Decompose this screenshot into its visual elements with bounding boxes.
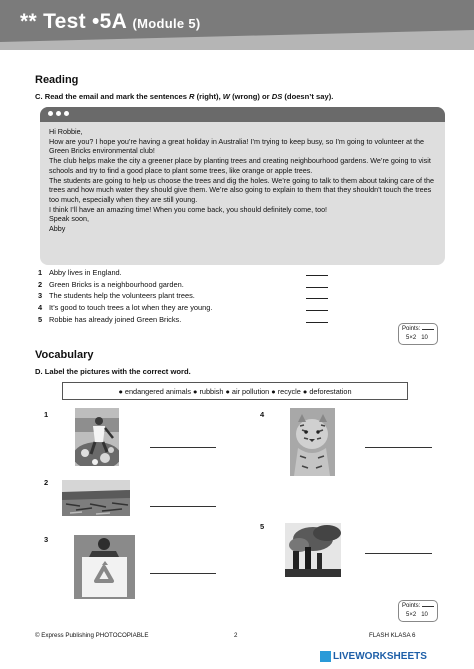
points-blank[interactable] xyxy=(422,329,434,330)
word-item: recycle xyxy=(277,386,301,396)
page-number: 2 xyxy=(234,632,238,639)
email-box xyxy=(40,107,445,265)
rubbish-photo xyxy=(75,408,119,466)
bullet-icon: ● xyxy=(225,386,230,396)
answer-blank[interactable] xyxy=(306,316,328,323)
reading-title: Reading xyxy=(35,74,79,86)
picture-number: 1 xyxy=(44,410,49,419)
footer-series: FLASH KLASA 6 xyxy=(369,632,416,639)
picture-number: 4 xyxy=(260,410,265,419)
statement-row: 3 The students help the volunteers plant trees. xyxy=(38,290,328,302)
liveworksheets-watermark[interactable] xyxy=(320,651,427,662)
answer-line[interactable] xyxy=(150,446,216,448)
answer-line[interactable] xyxy=(150,505,216,507)
email-paragraph: The club helps make the city a greener place by planting trees and creating neighbourhood gardens. We’re going to visit schools and try to find a good place to plant some trees, like orange or apple trees. xyxy=(49,156,431,175)
deforestation-photo xyxy=(62,480,130,516)
footer-copyright: © Express Publishing PHOTOCOPIABLE xyxy=(35,632,149,639)
email-paragraph: I think I’ll have an amazing time! When you come back, you should definitely come, too! xyxy=(49,204,328,214)
email-paragraph: The students are going to help us choose the trees and dig the holes. We’re going to talk to them about taking care of the trees and how much water they should give them. We’re also going to explain to them that they shouldn’t touch the trees too much, especially when they are still young. xyxy=(49,175,435,204)
statement-list xyxy=(38,267,328,325)
bullet-icon: ● xyxy=(118,386,123,396)
answer-blank[interactable] xyxy=(306,304,328,311)
answer-blank[interactable] xyxy=(306,281,328,288)
statement-row: 1 Abby lives in England. xyxy=(38,267,328,279)
watermark-text: LIVEWORKSHEETS xyxy=(333,651,427,662)
answer-line[interactable] xyxy=(150,572,216,574)
reading-instruction: C. Read the email and mark the sentences R (right), W (wrong) or DS (doesn’t say). xyxy=(35,92,334,101)
picture-number: 3 xyxy=(44,535,49,544)
bullet-icon: ● xyxy=(302,386,308,396)
statement-row: 5 Robbie has already joined Green Bricks. xyxy=(38,313,328,325)
picture-number: 2 xyxy=(44,478,49,487)
window-dots-icon xyxy=(48,111,69,116)
word-item: air pollution xyxy=(231,386,270,396)
page-header xyxy=(0,0,474,50)
statement-row: 2 Green Bricks is a neighbourhood garden. xyxy=(38,279,328,291)
picture-number: 5 xyxy=(260,522,265,531)
bullet-icon: ● xyxy=(193,386,198,396)
email-signoff: Speak soon, xyxy=(49,214,89,224)
module-label: (Module 5) xyxy=(132,16,201,31)
answer-blank[interactable] xyxy=(306,269,328,276)
page-title xyxy=(20,10,201,34)
email-signature: Abby xyxy=(49,224,66,234)
vocabulary-instruction: D. Label the pictures with the correct word. xyxy=(35,367,191,376)
recycle-photo xyxy=(74,535,135,599)
statement-row: 4 It’s good to touch trees a lot when they are young. xyxy=(38,302,328,314)
email-body xyxy=(40,122,445,234)
word-item: endangered animals xyxy=(124,386,192,396)
liveworksheets-logo-icon xyxy=(320,651,331,662)
email-paragraph: How are you? I hope you’re having a great holiday in Australia! I’m trying to keep busy, so I’m going to volunteer at the Green Bricks environmental club! xyxy=(49,136,425,156)
email-greeting: Hi Robbie, xyxy=(49,127,83,136)
points-box: Points: 5×2 10 xyxy=(398,600,438,622)
word-item: deforestation xyxy=(309,386,352,396)
answer-line[interactable] xyxy=(365,552,432,554)
answer-blank[interactable] xyxy=(306,292,328,299)
word-item: rubbish xyxy=(199,386,224,396)
bullet-icon: ● xyxy=(271,386,276,396)
test-title: ** Test •5A xyxy=(20,10,127,33)
air-pollution-photo xyxy=(285,523,341,577)
answer-line[interactable] xyxy=(365,446,432,448)
points-box: Points: 5×2 10 xyxy=(398,323,438,345)
email-titlebar xyxy=(40,107,445,122)
word-box xyxy=(62,382,408,400)
endangered-animal-photo xyxy=(290,408,335,476)
points-blank[interactable] xyxy=(422,606,434,607)
vocabulary-title: Vocabulary xyxy=(35,349,94,361)
